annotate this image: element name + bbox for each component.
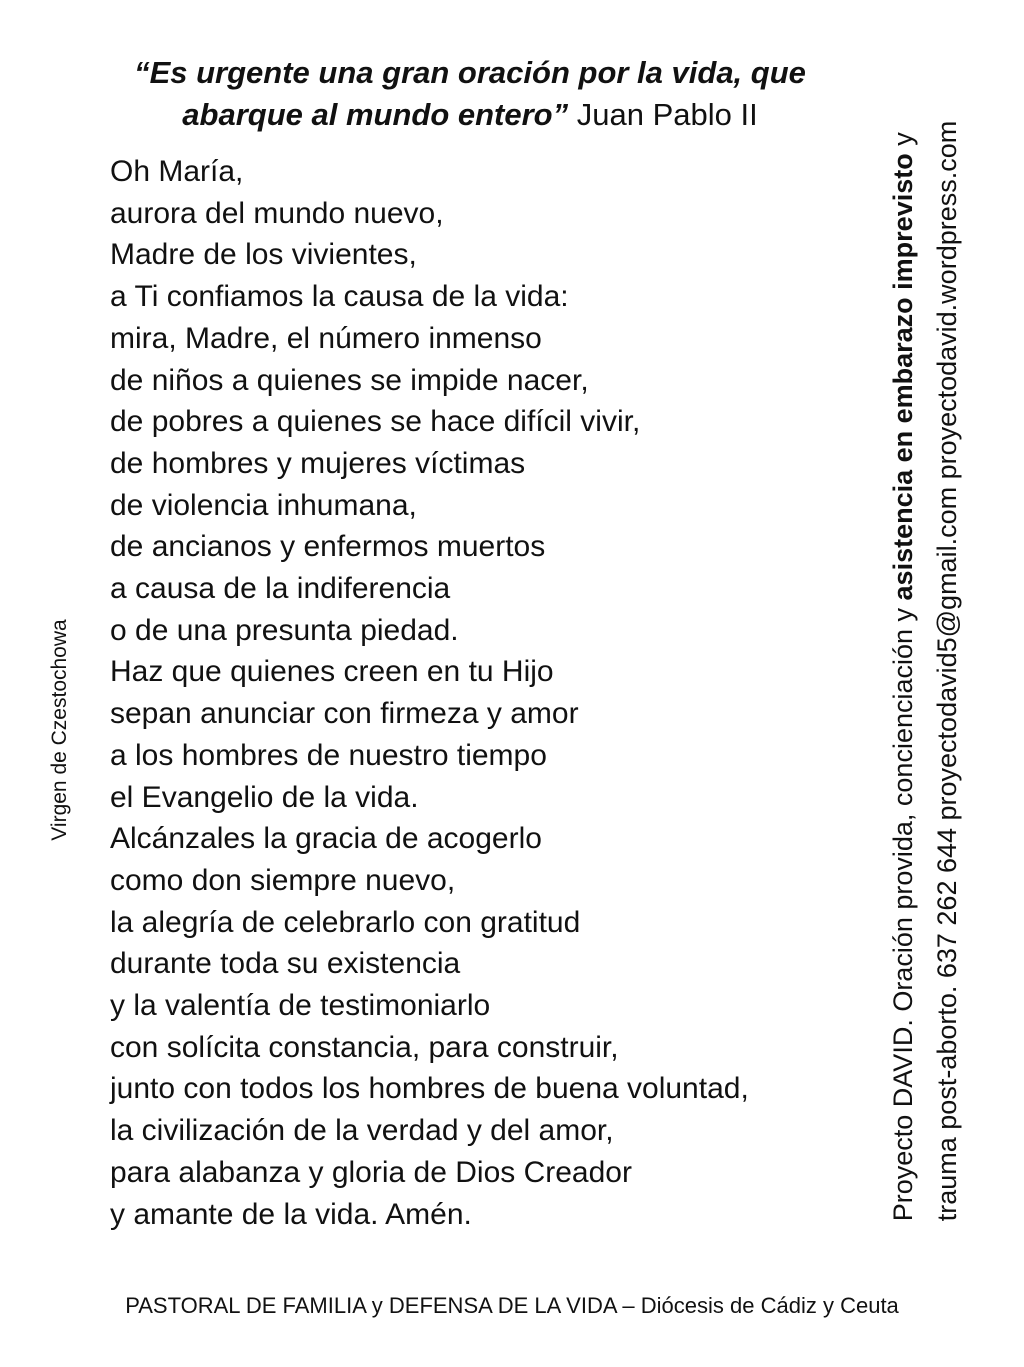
prayer-line: Alcánzales la gracia de acogerlo xyxy=(110,822,542,856)
header-quote xyxy=(60,52,880,136)
prayer-line: y amante de la vida. Amén. xyxy=(110,1197,472,1231)
prayer-line: de hombres y mujeres víctimas xyxy=(110,446,526,480)
footer-separator: – xyxy=(616,1293,641,1318)
prayer-line: mira, Madre, el número inmenso xyxy=(110,321,542,355)
prayer-line: como don siempre nuevo, xyxy=(110,863,456,897)
prayer-line: para alabanza y gloria de Dios Creador xyxy=(110,1155,632,1189)
footer xyxy=(0,1293,1024,1319)
prayer-line: sepan anunciar con firmeza y amor xyxy=(110,697,579,731)
prayer-line: o de una presunta piedad. xyxy=(110,613,459,647)
quote-author: Juan Pablo II xyxy=(576,97,758,132)
prayer-line: la civilización de la verdad y del amor, xyxy=(110,1114,614,1148)
contact-line-1-suffix: y xyxy=(888,132,918,154)
prayer-line: Oh María, xyxy=(110,155,244,188)
image-caption: Virgen de Czestochowa xyxy=(48,619,71,841)
prayer-line: de ancianos y enfermos muertos xyxy=(110,530,546,564)
contact-line-1 xyxy=(881,121,925,1222)
prayer-line: a los hombres de nuestro tiempo xyxy=(110,738,547,772)
prayer-line: el Evangelio de la vida. xyxy=(110,780,419,814)
prayer-line: junto con todos los hombres de buena voluntad, xyxy=(110,1072,749,1106)
prayer-line: aurora del mundo nuevo, xyxy=(110,196,444,230)
prayer-line: de niños a quienes se impide nacer, xyxy=(110,363,589,397)
quote-line-2: abarque al mundo entero” xyxy=(182,97,569,132)
prayer-line: durante toda su existencia xyxy=(110,947,461,981)
contact-line-2: trauma post-aborto. 637 262 644 proyectodavid5@gmail.com proyectodavid.wordpress.com xyxy=(932,120,962,1222)
prayer-line: de pobres a quienes se hace difícil vivir, xyxy=(110,405,641,439)
prayer-line: con solícita constancia, para construir, xyxy=(110,1030,619,1064)
prayer-line: la alegría de celebrarlo con gratitud xyxy=(110,905,581,939)
prayer-line: y la valentía de testimoniarlo xyxy=(110,989,491,1023)
prayer-line: Haz que quienes creen en tu Hijo xyxy=(110,655,554,689)
prayer-line: a causa de la indiferencia xyxy=(110,572,451,606)
contact-line-1-bold: asistencia en embarazo imprevisto xyxy=(888,153,918,601)
prayer-line: Madre de los vivientes, xyxy=(110,238,417,272)
prayer-line: a Ti confiamos la causa de la vida: xyxy=(110,280,569,314)
contact-info xyxy=(881,121,969,1222)
quote-line-1: “Es urgente una gran oración por la vida, que xyxy=(134,55,806,90)
prayer-line: de violencia inhumana, xyxy=(110,488,417,522)
prayer-text xyxy=(110,151,870,1235)
footer-org: PASTORAL DE FAMILIA y DEFENSA DE LA VIDA xyxy=(125,1293,617,1318)
footer-diocese: Diócesis de Cádiz y Ceuta xyxy=(640,1293,899,1318)
contact-line-1-prefix: Proyecto DAVID. Oración provida, concienciación y xyxy=(888,600,918,1222)
